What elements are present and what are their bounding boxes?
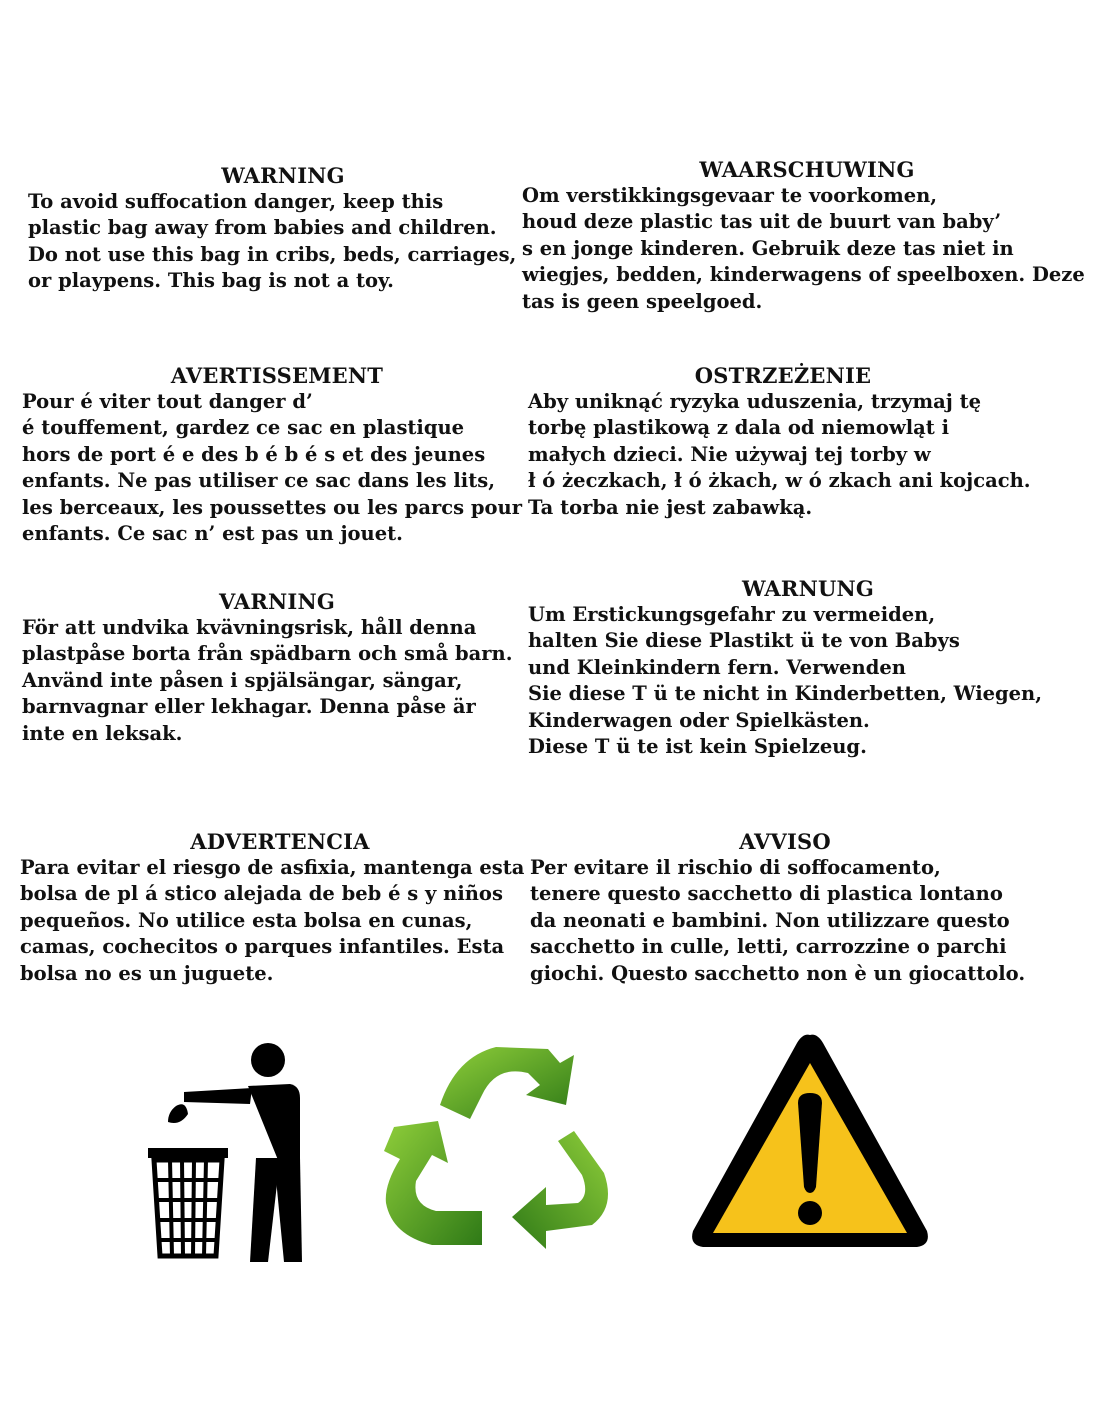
warning-title: WARNING	[221, 163, 345, 188]
warning-text: Para evitar el riesgo de asfixia, mantenga esta bolsa de pl á stico alejada de beb é s y niños pequeños. No utilice esta bolsa en cunas, camas, cochecitos o parques infantiles. Esta bolsa no es un juguete.	[20, 856, 525, 985]
warning-block-english	[28, 163, 538, 295]
warning-text: Um Erstickungsgefahr zu vermeiden, halten Sie diese Plastikt ü te von Babys und Kleinkindern fern. Verwenden Sie diese T ü te nicht in Kinderbetten, Wiegen, Kinderwagen oder Spielkästen. Diese T ü te ist kein Spielzeug.	[528, 603, 1043, 759]
warning-text: Per evitare il rischio di soffocamento, tenere questo sacchetto di plastica lontano da neonati e bambini. Non utilizzare questo sacchetto in culle, letti, carrozzine o parchi giochi. Questo sacchetto non è un giocattolo.	[530, 856, 1026, 985]
warning-block-dutch	[522, 157, 1092, 315]
warning-title: OSTRZEŻENIE	[694, 363, 872, 388]
warning-text: Aby uniknąć ryzyka uduszenia, trzymaj tę torbę plastikową z dala od niemowląt i małych dzieci. Nie używaj tej torby w ł ó żeczkach, ł ó żkach, w ó zkach ani kojcach. Ta torba nie jest zabawką.	[528, 390, 1031, 519]
warning-title: ADVERTENCIA	[190, 829, 370, 854]
warning-block-german	[528, 576, 1088, 760]
warning-block-spanish	[20, 829, 540, 987]
warning-block-french	[22, 363, 532, 547]
warning-block-polish	[528, 363, 1038, 521]
warning-title: WAARSCHUWING	[699, 157, 915, 182]
warning-title: VARNING	[219, 589, 335, 614]
warning-block-italian	[530, 829, 1040, 987]
warning-title: AVERTISSEMENT	[170, 363, 384, 388]
recycle-icon	[378, 1035, 618, 1265]
warning-text: Om verstikkingsgevaar te voorkomen, houd deze plastic tas uit de buurt van baby’ s en jonge kinderen. Gebruik deze tas niet in wiegjes, bedden, kinderwagens of speelboxen. Deze tas is geen speelgoed.	[522, 184, 1085, 313]
warning-text: För att undvika kvävningsrisk, håll denna plastpåse borta från spädbarn och små barn. Använd inte påsen i spjälsängar, sängar, barnvagnar eller lekhagar. Denna påse är inte en leksak.	[22, 616, 513, 745]
warning-title: AVVISO	[739, 829, 831, 854]
warning-text: Pour é viter tout danger d’ é touffement, gardez ce sac en plastique hors de port é e des b é b é s et des jeunes enfants. Ne pas utiliser ce sac dans les lits, les berceaux, les poussettes ou les parcs pour enfants. Ce sac n’ est pas un jouet.	[22, 390, 522, 546]
warning-block-swedish	[22, 589, 532, 747]
warning-triangle-icon	[685, 1025, 935, 1255]
warning-text: To avoid suffocation danger, keep this plastic bag away from babies and children. Do not use this bag in cribs, beds, carriages, or playpens. This bag is not a toy.	[28, 190, 517, 293]
litter-disposal-icon	[140, 1040, 330, 1265]
warning-title: WARNUNG	[741, 576, 875, 601]
